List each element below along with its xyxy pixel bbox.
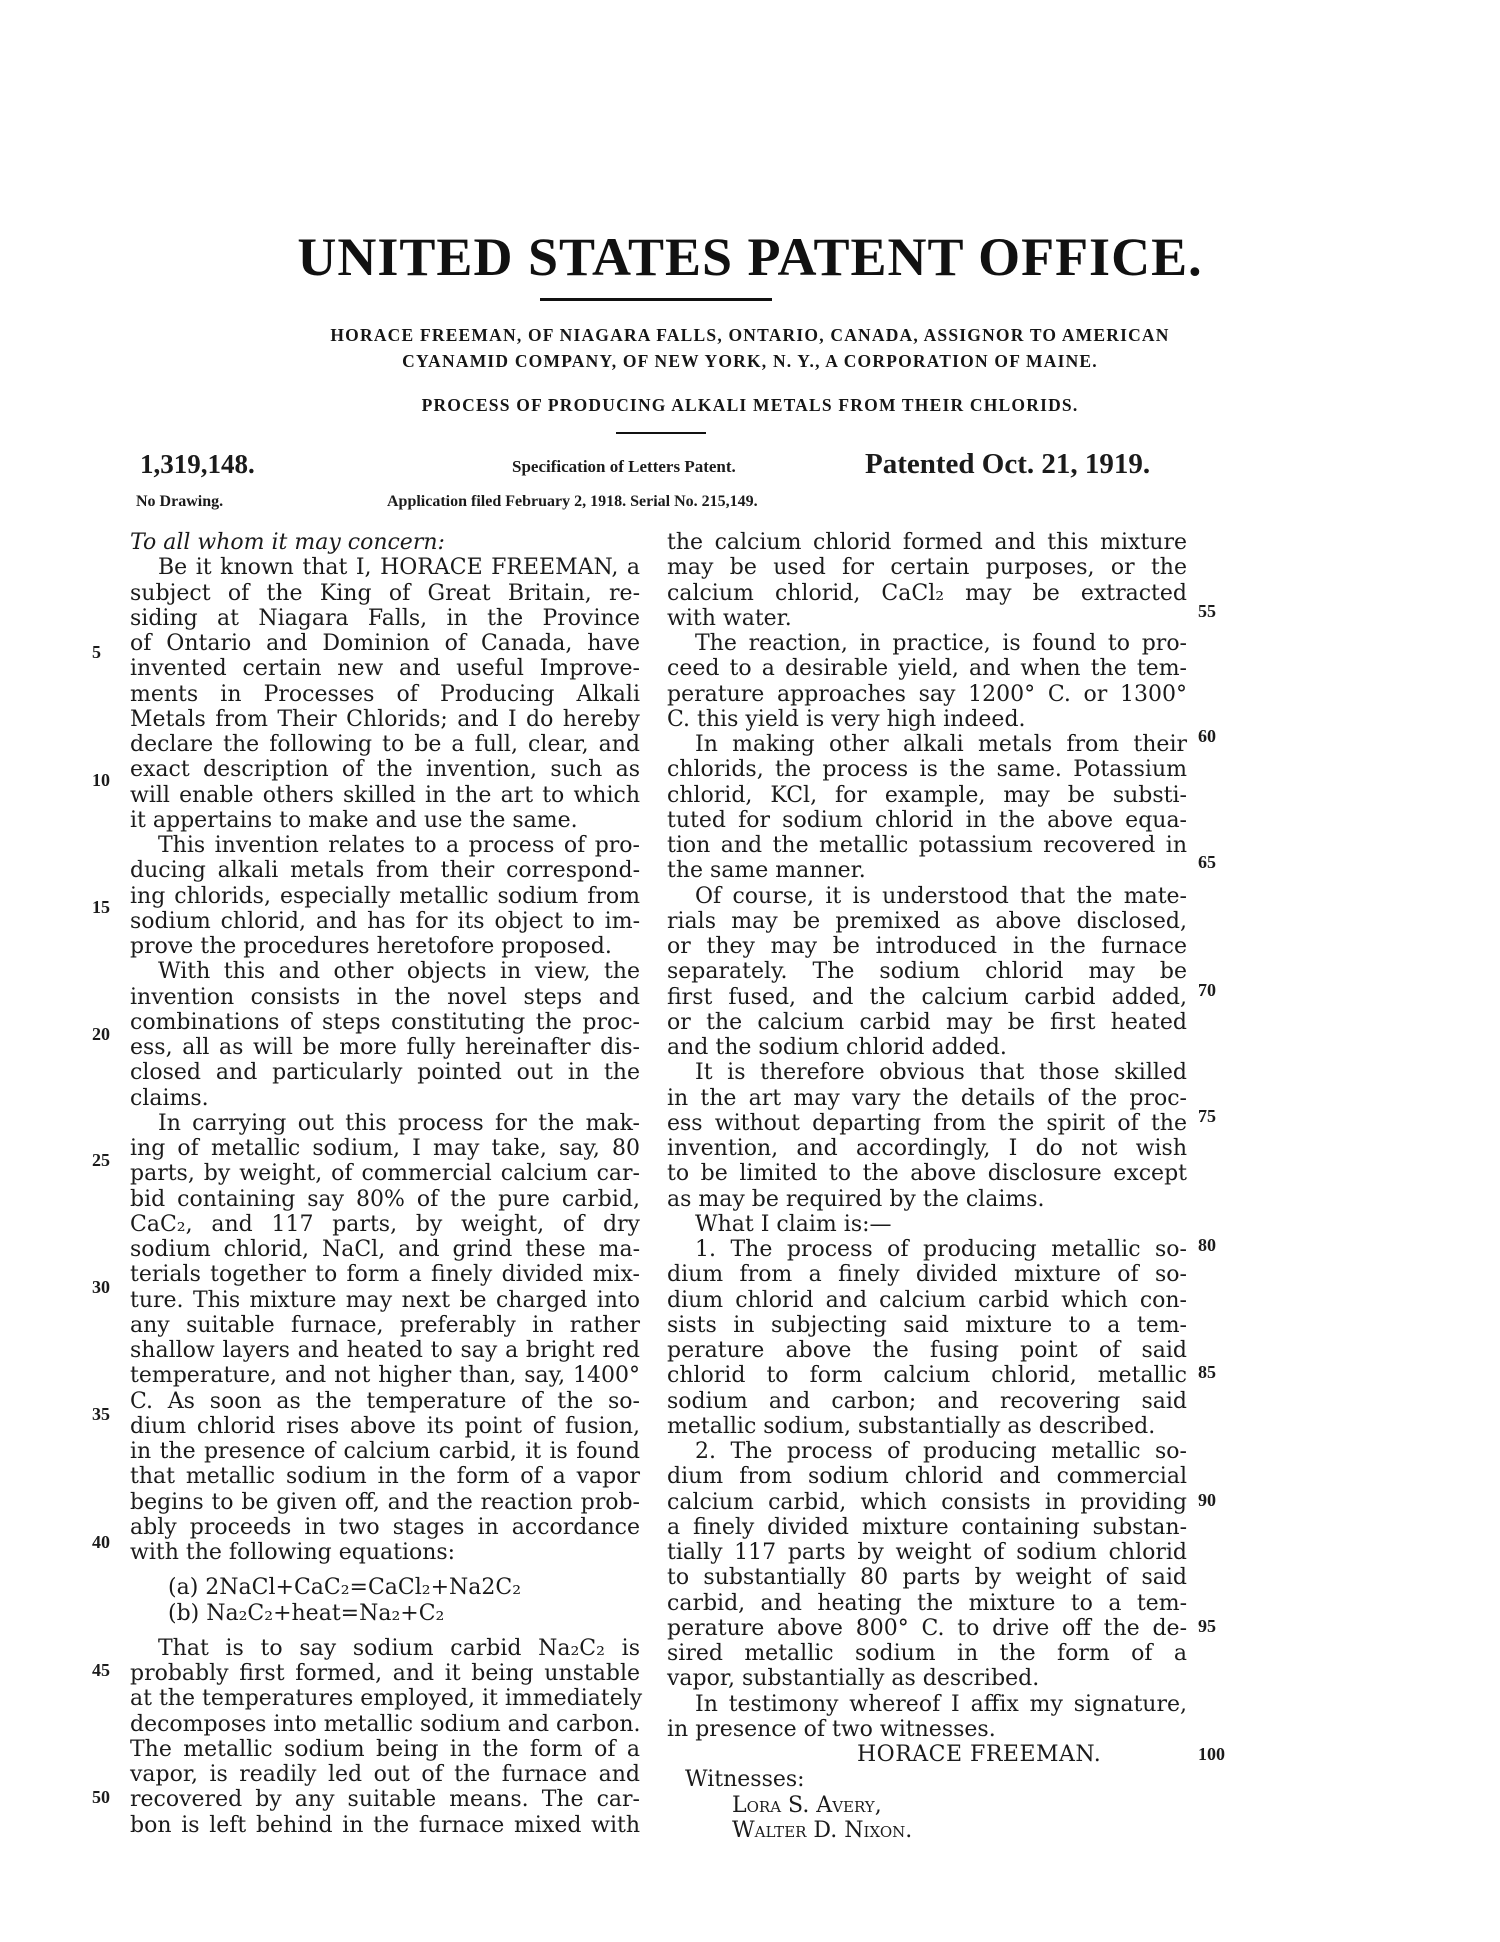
line-number: 60 [1198,726,1216,746]
text-line: 1. The process of producing metallic so- [695,1237,1187,1262]
line-number: 30 [92,1277,110,1297]
text-line: invention consists in the novel steps and [130,984,640,1010]
text-line: the same manner. [667,858,866,884]
text-line: bon is left behind in the furnace mixed with [130,1812,640,1838]
text-line: rials may be premixed as above disclosed, [667,908,1187,934]
text-line: or they may be introduced in the furnace [667,934,1187,959]
text-line: bid containing say 80% of the pure carbid, [130,1186,640,1212]
text-line: parts, by weight, of commercial calcium car- [130,1161,640,1187]
text-line: vapor, substantially as described. [667,1666,1040,1692]
text-line: With this and other objects in view, the [158,959,640,985]
specification-label: Specification of Letters Patent. [512,457,736,476]
text-line: The metallic sodium being in the form of a [130,1736,640,1762]
no-drawing-label: No Drawing. [136,493,224,510]
text-line: calcium chlorid, CaCl₂ may be extracted [667,580,1187,606]
text-line: with water. [667,605,792,631]
text-line: recovered by any suitable means. The car- [130,1787,640,1813]
text-line: claims. [130,1085,209,1111]
process-title: PROCESS OF PRODUCING ALKALI METALS FROM THEIR CHLORIDS. [421,395,1079,415]
text-line: closed and particularly pointed out in the [130,1060,640,1086]
text-line: tuted for sodium chlorid in the above equa- [667,807,1187,833]
line-number: 95 [1198,1616,1216,1636]
text-line: to substantially 80 parts by weight of said [667,1565,1187,1591]
text-line: invented certain new and useful Improve- [130,656,640,682]
text-line: subject of the King of Great Britain, re- [130,580,640,606]
text-line: as may be required by the claims. [667,1186,1045,1212]
text-line: (b) Na₂C₂+heat=Na₂+C₂ [168,1600,445,1626]
text-line: HORACE FREEMAN. [857,1742,1102,1767]
text-line: temperature, and not higher than, say, 1400° [130,1363,640,1389]
text-line: To all whom it may concern: [130,530,445,555]
text-line: Lora S. Avery, [732,1792,882,1818]
text-line: (a) 2NaCl+CaC₂=CaCl₂+Na2C₂ [168,1575,522,1601]
text-line: declare the following to be a full, clear, and [130,732,640,757]
text-line: sodium chlorid, NaCl, and grind these ma- [130,1237,640,1262]
text-line: that metallic sodium in the form of a vapor [130,1464,640,1490]
text-line: prove the procedures heretofore proposed. [130,934,612,959]
text-line: Be it known that I, HORACE FREEMAN, a [158,555,640,581]
process-rule [616,432,706,434]
text-line: perature approaches say 1200° C. or 1300° [667,681,1187,707]
text-line: perature above 800° C. to drive off the de- [667,1615,1187,1641]
line-number: 85 [1198,1362,1216,1382]
text-line: C. As soon as the temperature of the so- [130,1388,640,1414]
text-line: calcium carbid, which consists in providing [667,1489,1187,1515]
text-line: dium chlorid and calcium carbid which con- [667,1287,1187,1313]
text-line: dium from sodium chlorid and commercial [667,1464,1187,1490]
text-line: begins to be given off, and the reaction prob- [130,1489,640,1515]
text-line: In making other alkali metals from their [695,732,1187,757]
text-line: probably first formed, and it being unstable [130,1661,640,1686]
line-number: 65 [1198,852,1216,872]
text-line: ture. This mixture may next be charged into [130,1287,640,1313]
text-line: Metals from Their Chlorids; and I do hereby [130,706,640,732]
line-number: 40 [92,1532,110,1552]
line-number: 75 [1198,1106,1216,1126]
inventor-line-2: CYANAMID COMPANY, OF NEW YORK, N. Y., A CORPORATION OF MAINE. [402,351,1098,371]
left-text-column [130,530,643,1838]
text-line: dium from a finely divided mixture of so- [667,1262,1187,1288]
text-line: a finely divided mixture containing substan- [667,1514,1187,1540]
text-line: shallow layers and heated to say a bright red [130,1338,640,1363]
text-line: 2. The process of producing metallic so- [695,1439,1187,1464]
line-number: 100 [1198,1744,1225,1764]
text-line: tially 117 parts by weight of sodium chlorid [667,1540,1187,1565]
text-line: sodium and carbon; and recovering said [667,1388,1187,1414]
line-number: 45 [92,1660,110,1680]
text-line [130,1626,640,1636]
text-line: separately. The sodium chlorid may be [667,959,1187,985]
text-line: It is therefore obvious that those skilled [695,1060,1187,1086]
text-line: any suitable furnace, preferably in rather [130,1312,640,1338]
text-line: combinations of steps constituting the proc- [130,1009,640,1035]
text-line: sired metallic sodium in the form of a [667,1641,1187,1666]
right-text-column [667,530,1187,1843]
text-line: in the art may vary the details of the proc- [667,1085,1187,1111]
text-line: C. this yield is very high indeed. [667,706,1026,732]
text-line: in presence of two witnesses. [667,1716,996,1742]
line-number: 70 [1198,980,1216,1000]
text-line: ing chlorids, especially metallic sodium from [130,883,640,909]
text-line: metallic sodium, substantially as described. [667,1413,1156,1439]
office-title: UNITED STATES PATENT OFFICE. [297,227,1203,287]
text-line: and the sodium chlorid added. [667,1035,1007,1060]
text-line: decomposes into metallic sodium and carbon. [130,1711,641,1737]
text-line: Walter D. Nixon. [732,1817,913,1843]
text-line: ess, all as will be more fully hereinafter dis- [130,1035,640,1060]
line-number: 10 [92,770,110,790]
text-line: The reaction, in practice, is found to pro- [695,631,1187,656]
text-line [130,1565,640,1575]
line-number: 25 [92,1150,110,1170]
text-line: may be used for certain purposes, or the [667,555,1187,581]
text-line: What I claim is:— [695,1211,892,1237]
line-number: 55 [1198,601,1216,621]
text-line: with the following equations: [130,1540,456,1565]
text-line: sists in subjecting said mixture to a tem- [667,1312,1187,1338]
text-line: at the temperatures employed, it immediately [130,1686,643,1712]
text-line: perature above the fusing point of said [667,1338,1187,1363]
text-line: to be limited to the above disclosure except [667,1161,1187,1187]
text-line: will enable others skilled in the art to which [130,782,640,808]
text-line: siding at Niagara Falls, in the Province [130,605,640,631]
line-number: 50 [92,1787,110,1807]
text-line: the calcium chlorid formed and this mixture [667,530,1187,555]
text-line: sodium chlorid, and has for its object to im- [130,908,640,934]
text-line: dium chlorid rises above its point of fusion, [130,1413,640,1439]
text-line: Witnesses: [685,1767,805,1793]
inventor-line-1: HORACE FREEMAN, OF NIAGARA FALLS, ONTARIO, CANADA, ASSIGNOR TO AMERICAN [330,325,1170,345]
line-number: 5 [92,642,101,662]
patented-date: Patented Oct. 21, 1919. [865,448,1151,480]
text-line: it appertains to make and use the same. [130,807,578,833]
text-line: This invention relates to a process of pro- [158,833,640,858]
text-line: ments in Processes of Producing Alkali [130,681,640,707]
text-line: Of course, it is understood that the mate- [695,883,1187,909]
patent-number: 1,319,148. [140,449,255,479]
line-number: 15 [92,897,110,917]
text-line: of Ontario and Dominion of Canada, have [130,631,640,656]
text-line: ess without departing from the spirit of the [667,1110,1187,1136]
text-line: chlorid to form calcium chlorid, metallic [667,1363,1187,1389]
text-line: vapor, is readily led out of the furnace and [130,1762,640,1787]
application-info: Application filed February 2, 1918. Serial No. 215,149. [387,493,758,510]
line-number: 20 [92,1024,110,1044]
text-line: ably proceeds in two stages in accordance [130,1514,640,1540]
line-number: 80 [1198,1235,1216,1255]
text-line: In carrying out this process for the mak- [158,1110,640,1136]
text-line: in the presence of calcium carbid, it is found [130,1439,640,1464]
text-line: tion and the metallic potassium recovered in [667,833,1187,858]
text-line: ducing alkali metals from their correspond- [130,858,640,884]
text-line: carbid, and heating the mixture to a tem- [667,1590,1187,1616]
line-number: 90 [1198,1490,1216,1510]
text-line: In testimony whereof I affix my signature, [695,1691,1187,1717]
text-line: ceed to a desirable yield, and when the tem- [667,656,1187,682]
text-line: or the calcium carbid may be first heated [667,1009,1187,1035]
text-line: first fused, and the calcium carbid added, [667,984,1187,1010]
text-line: That is to say sodium carbid Na₂C₂ is [158,1635,640,1661]
text-line: exact description of the invention, such as [130,757,640,783]
line-number: 35 [92,1404,110,1424]
title-rule [540,298,772,301]
text-line: chlorids, the process is the same. Potassium [667,757,1187,783]
text-line: invention, and accordingly, I do not wish [667,1136,1187,1161]
text-line: chlorid, KCl, for example, may be substi- [667,782,1187,808]
text-line: CaC₂, and 117 parts, by weight, of dry [130,1211,640,1237]
text-line: ing of metallic sodium, I may take, say, 80 [130,1136,640,1161]
text-line: terials together to form a finely divided mix- [130,1262,640,1288]
